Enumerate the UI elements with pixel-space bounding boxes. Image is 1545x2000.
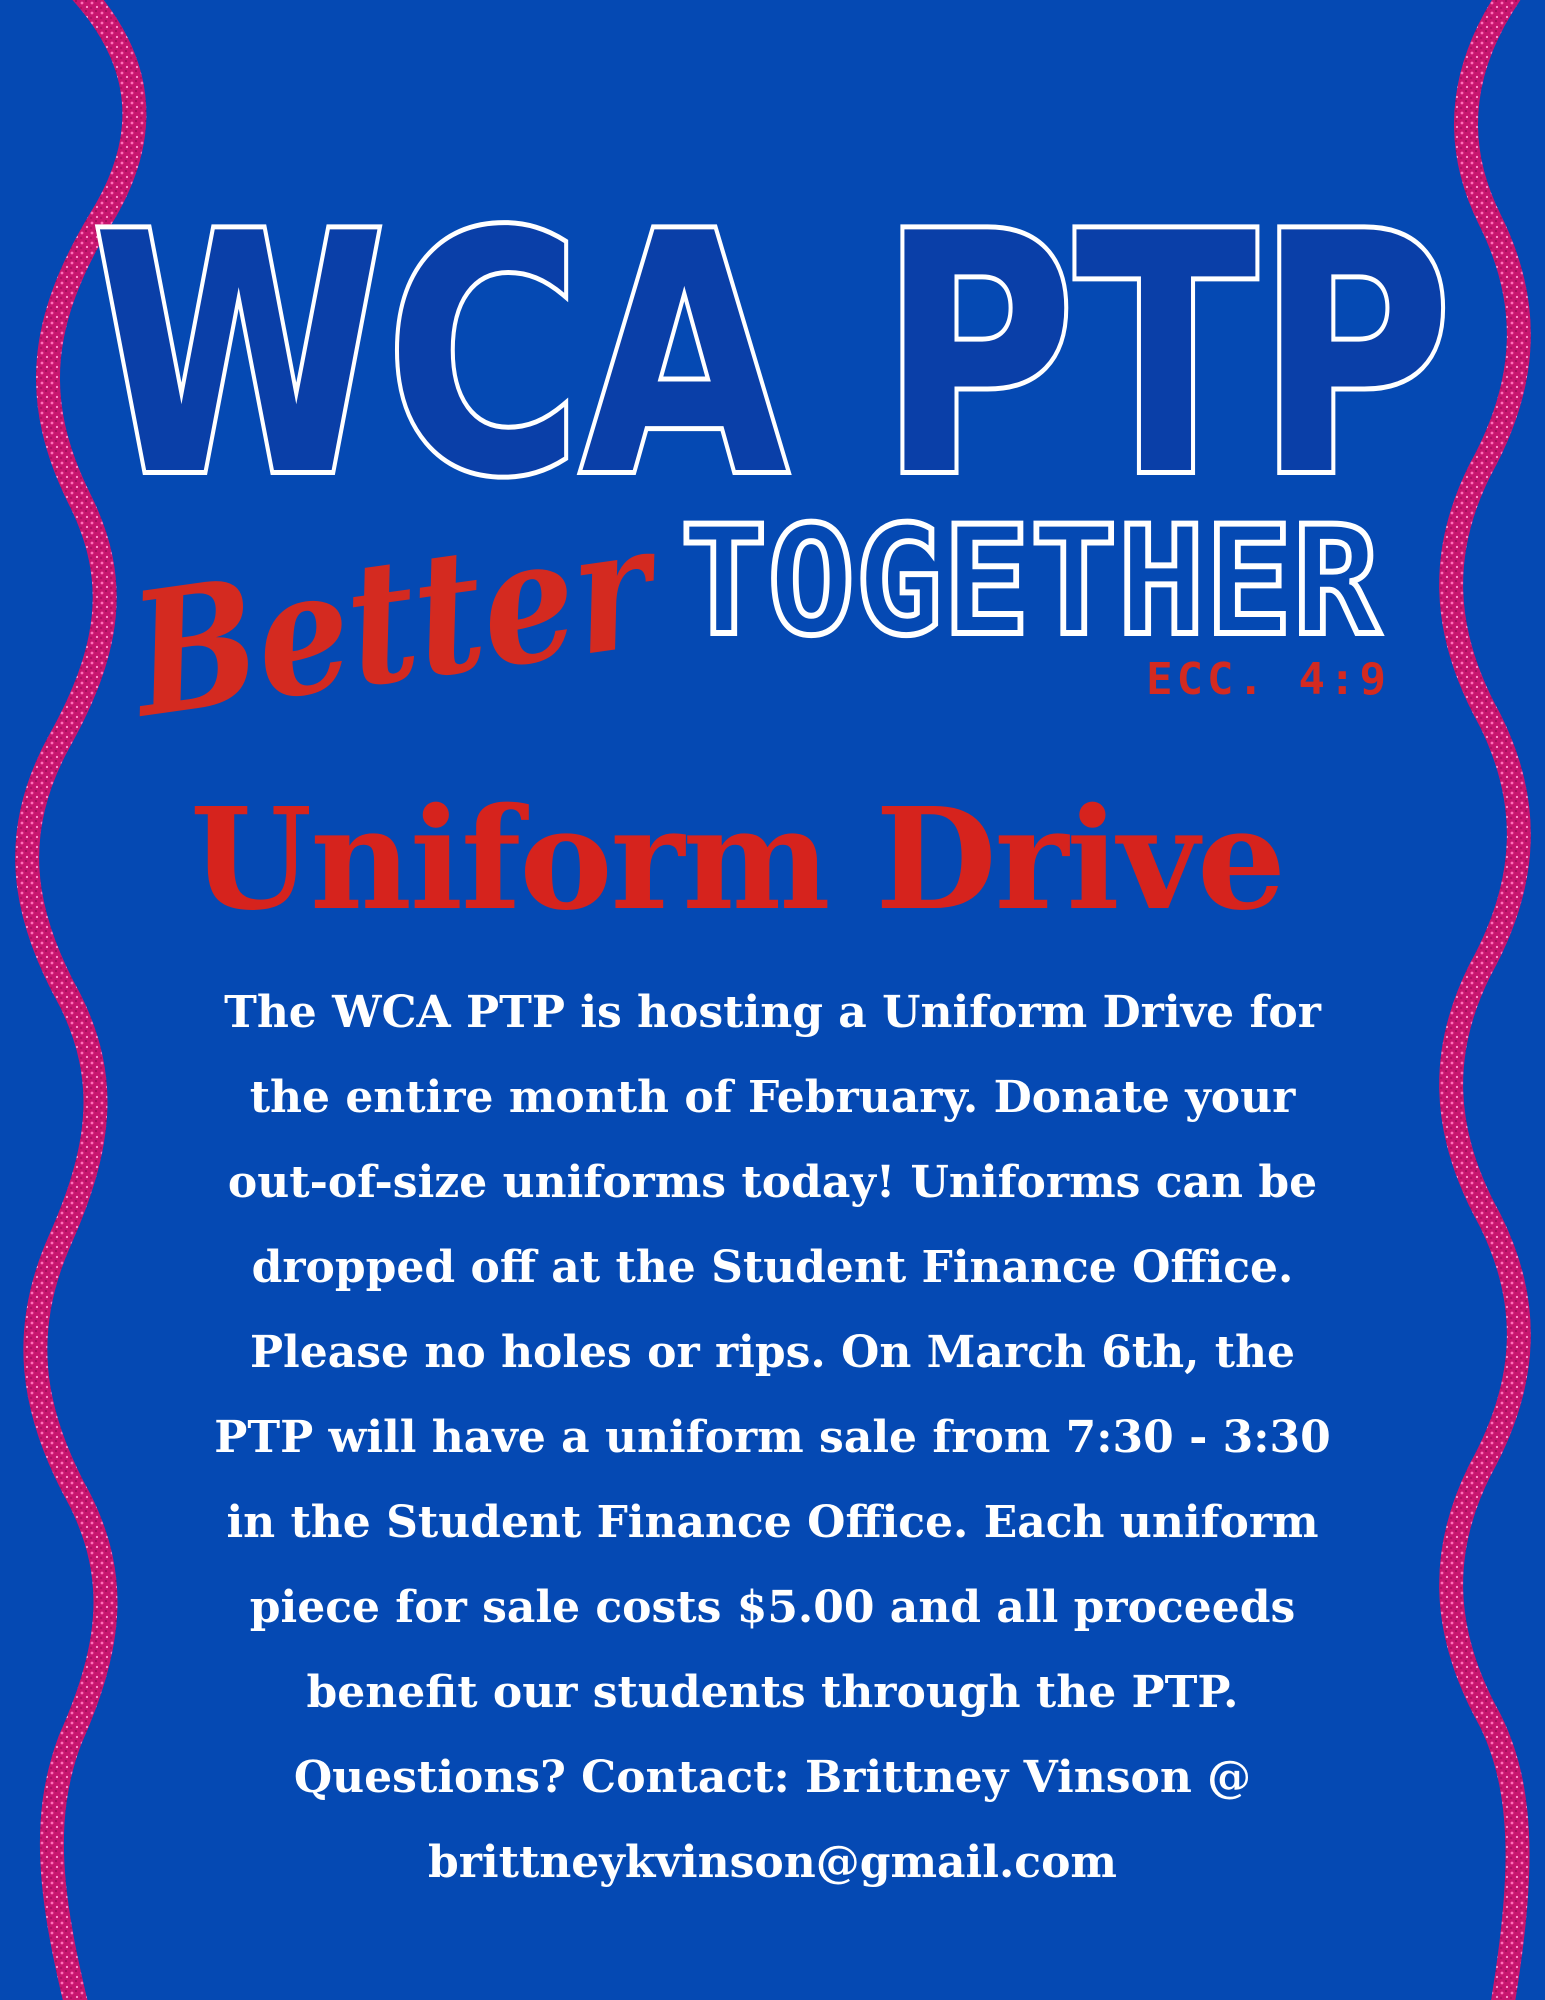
announcement-body <box>120 970 1425 1905</box>
verse-reference: ECC. 4:9 <box>1146 654 1390 705</box>
body-line-1: The WCA PTP is hosting a Uniform Drive for <box>224 987 1321 1038</box>
body-line-8: piece for sale costs $5.00 and all proceeds <box>249 1582 1296 1633</box>
body-line-7: in the Student Finance Office. Each uniform <box>226 1497 1319 1548</box>
logo-title-text: WCA PTP <box>92 164 1452 548</box>
body-line-5: Please no holes or rips. On March 6th, the <box>249 1327 1296 1378</box>
logo-together-text: TOGETHER <box>680 495 1381 669</box>
body-line-2: the entire month of February. Donate your <box>249 1072 1296 1123</box>
body-line-9: benefit our students through the PTP. <box>306 1667 1239 1718</box>
logo-title <box>0 150 1545 548</box>
body-line-3: out-of-size uniforms today! Uniforms can be <box>227 1157 1318 1208</box>
contact-email: brittneykvinson@gmail.com <box>427 1837 1117 1888</box>
body-line-6: PTP will have a uniform sale from 7:30 - 3:30 <box>214 1412 1331 1463</box>
headline: Uniform Drive <box>190 778 1285 942</box>
logo-better-text: Better <box>120 473 750 757</box>
logo-better-script <box>110 473 750 757</box>
body-line-4: dropped off at the Student Finance Office. <box>251 1242 1294 1293</box>
logo-together <box>670 495 1390 669</box>
body-line-10: Questions? Contact: Brittney Vinson @ <box>293 1752 1252 1803</box>
